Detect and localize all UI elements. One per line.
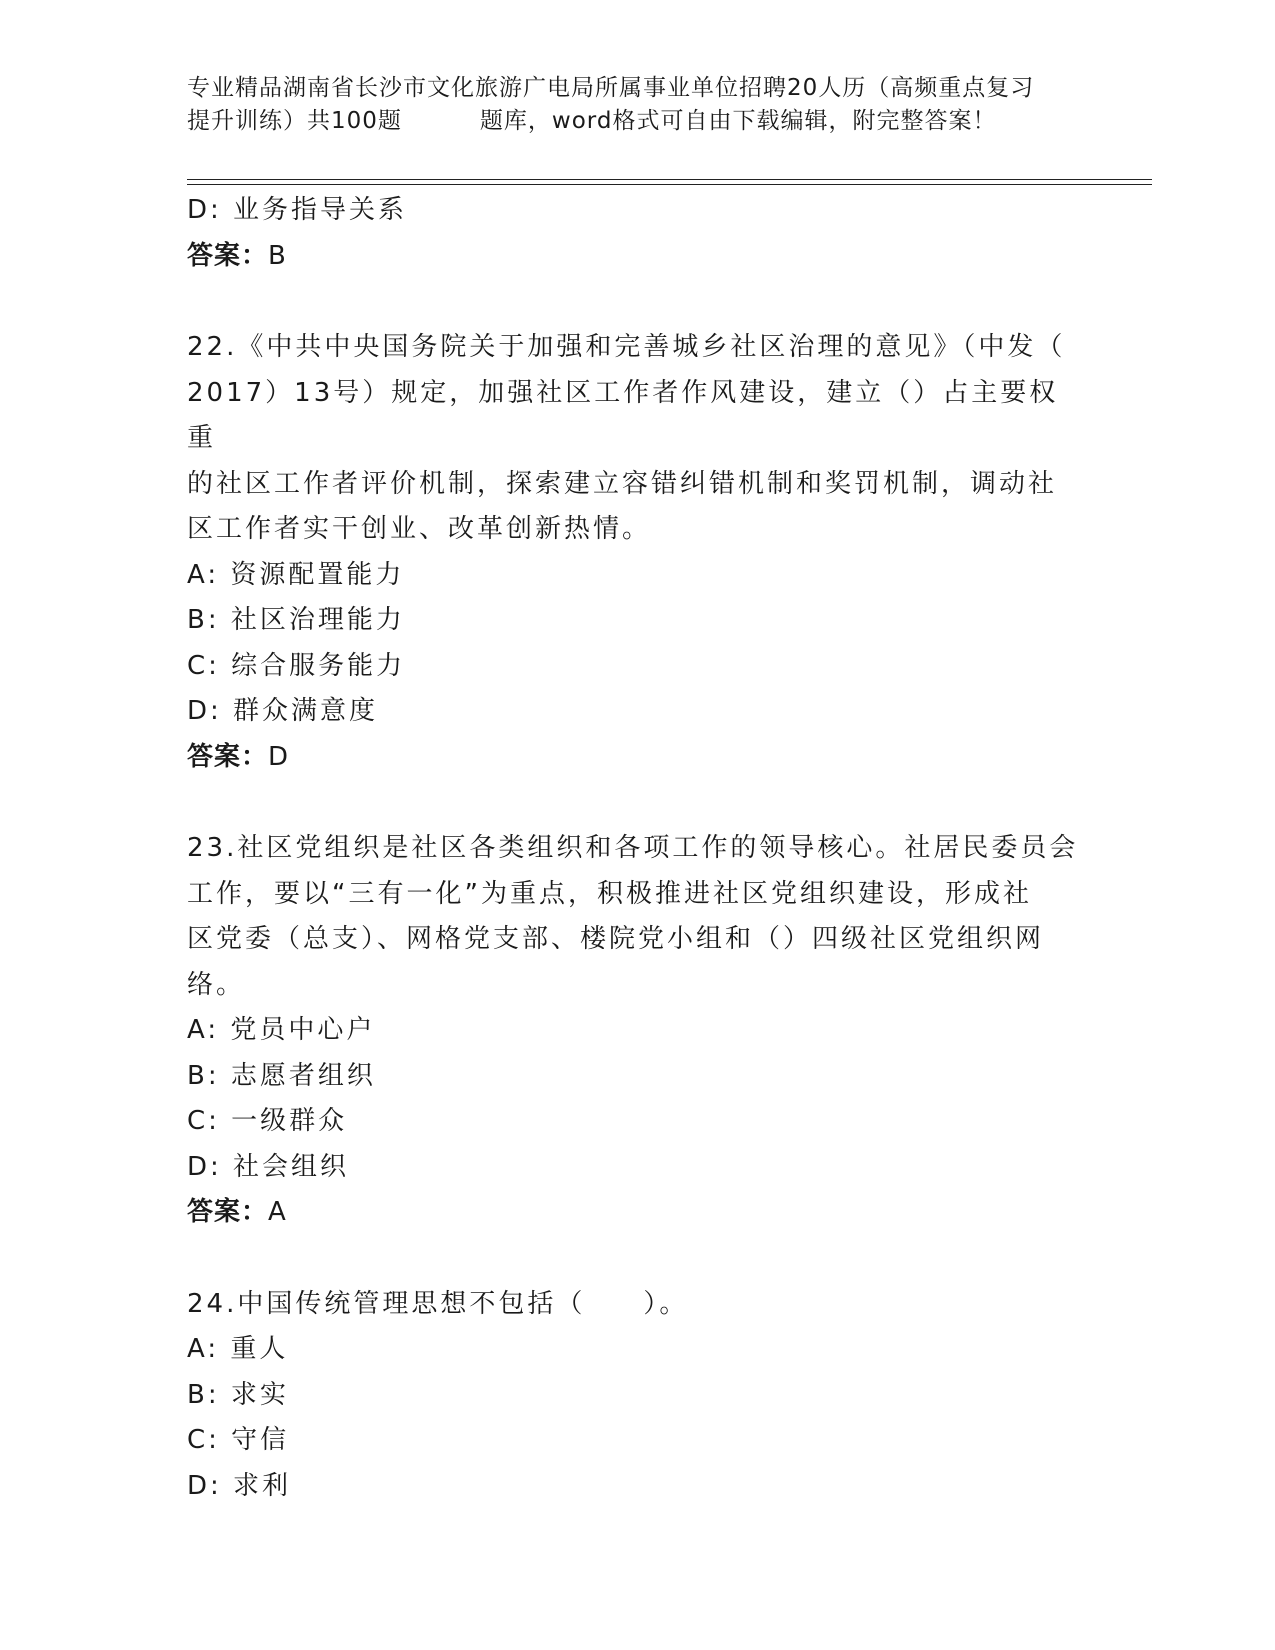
answer-value: D (268, 741, 290, 772)
answer-value: B (268, 240, 287, 271)
answer-line (187, 735, 1087, 781)
option-c: C: 守信 (187, 1425, 290, 1455)
answer-line (187, 234, 1087, 280)
option-a: A: 党员中心户 (187, 1015, 376, 1045)
option-d: D: 求利 (187, 1470, 292, 1501)
header-line-1: 专业精品湖南省长沙市文化旅游广电局所属事业单位招聘20人历（高频重点复习 (187, 75, 1035, 101)
option-d: D: 群众满意度 (187, 696, 379, 726)
header-line-2 (187, 105, 1087, 138)
header-divider-bottom (187, 184, 1152, 185)
header-line-2-part-b: 题库，word格式可自由下载编辑，附完整答案！ (479, 108, 997, 134)
option-b: B: 志愿者组织 (187, 1060, 376, 1091)
page-header (187, 72, 1087, 138)
question-list (187, 188, 1087, 1509)
stem-line: 区党委（总支）、网格党支部、楼院党小组和（）四级社区党组织网 (187, 924, 1045, 954)
stem-line: 区工作者实干创业、改革创新热情。 (187, 514, 652, 544)
stem-line: 22.《中共中央国务院关于加强和完善城乡社区治理的意见》（中发（ (187, 332, 1066, 362)
option-d: D: 业务指导关系 (187, 195, 408, 225)
question-22 (187, 325, 1087, 780)
stem-line: 工作，要以“三有一化”为重点，积极推进社区党组织建设，形成社 (187, 878, 1032, 909)
answer-label: 答案： (187, 741, 269, 772)
question-stem (187, 325, 1087, 553)
stem-line: 的社区工作者评价机制，探索建立容错纠错机制和奖罚机制，调动社 (187, 468, 1058, 499)
question-stem (187, 826, 1087, 1008)
answer-line (187, 1190, 1087, 1236)
answer-label: 答案： (187, 1197, 269, 1227)
stem-line: 络。 (187, 969, 246, 1000)
stem-line: 2017）13号）规定，加强社区工作者作风建设，建立（）占主要权重 (187, 377, 1059, 453)
option-a: A: 重人 (187, 1334, 289, 1364)
question-stem (187, 1282, 1087, 1328)
answer-value: A (268, 1197, 287, 1227)
option-c: C: 一级群众 (187, 1106, 348, 1136)
header-line-2-part-a: 提升训练）共100题 (187, 108, 402, 134)
stem-line: 24.中国传统管理思想不包括（ ）。 (187, 1288, 689, 1319)
option-b: B: 社区治理能力 (187, 605, 405, 635)
stem-line: 23.社区党组织是社区各类组织和各项工作的领导核心。社居民委员会 (187, 833, 1079, 863)
question-23 (187, 826, 1087, 1236)
option-d: D: 社会组织 (187, 1151, 350, 1182)
answer-label: 答案： (187, 240, 269, 271)
option-c: C: 综合服务能力 (187, 650, 406, 681)
header-divider-top (187, 179, 1152, 180)
option-b: B: 求实 (187, 1379, 289, 1410)
option-a: A: 资源配置能力 (187, 559, 405, 590)
question-24 (187, 1282, 1087, 1510)
